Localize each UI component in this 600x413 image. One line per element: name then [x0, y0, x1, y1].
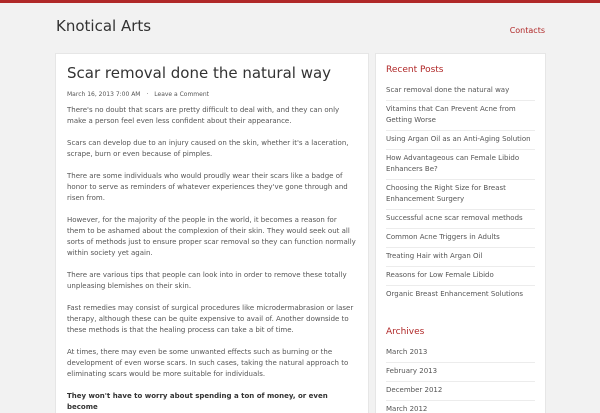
- post-paragraph: There's no doubt that scars are pretty difficult to deal with, and they can only make a person feel even less confident about their appearance.: [67, 106, 340, 125]
- main-content: [55, 53, 369, 413]
- recent-post-link[interactable]: Choosing the Right Size for Breast Enhancement Surgery: [386, 180, 535, 210]
- leave-comment-link[interactable]: Leave a Comment: [154, 91, 210, 98]
- post-paragraph: They won't have to worry about spending a ton of money, or even become: [67, 392, 328, 411]
- archive-link[interactable]: February 2013: [386, 363, 535, 382]
- recent-post-link[interactable]: How Advantageous can Female Libido Enhancers Be?: [386, 150, 535, 180]
- meta-separator: ·: [146, 91, 149, 98]
- post-paragraph: There are various tips that people can look into in order to remove these totally unpleasing blemishes on their skin.: [67, 271, 347, 290]
- recent-posts-list: [386, 82, 535, 304]
- post-meta: [67, 91, 357, 99]
- post-paragraph: There are some individuals who would proudly wear their scars like a badge of honor to serve as reminders of whatever experiences they've gone through and risen from.: [67, 172, 348, 202]
- post-body: [67, 105, 357, 413]
- recent-post-link[interactable]: Treating Hair with Argan Oil: [386, 248, 535, 267]
- recent-post-link[interactable]: Vitamins that Can Prevent Acne from Getting Worse: [386, 101, 535, 131]
- recent-post-link[interactable]: Using Argan Oil as an Anti-Aging Solution: [386, 131, 535, 150]
- post-paragraph: At times, there may even be some unwanted effects such as burning or the development of even worse scars. In such cases, taking the natural approach to eliminating scars would be more suitable for individuals.: [67, 348, 349, 378]
- sidebar: [375, 53, 546, 413]
- recent-post-link[interactable]: Reasons for Low Female Libido: [386, 267, 535, 286]
- post-title[interactable]: Scar removal done the natural way: [67, 64, 332, 82]
- archives-heading: Archives: [386, 327, 425, 337]
- recent-post-link[interactable]: Organic Breast Enhancement Solutions: [386, 290, 524, 298]
- recent-post-link[interactable]: Successful acne scar removal methods: [386, 210, 535, 229]
- archive-link[interactable]: March 2012: [386, 405, 428, 413]
- post-paragraph: Scars can develop due to an injury caused on the skin, whether it's a laceration, scrape, burn or even because of pimples.: [67, 139, 349, 158]
- post-date[interactable]: March 16, 2013 7:00 AM: [67, 91, 141, 98]
- recent-posts-heading: Recent Posts: [386, 65, 444, 75]
- archives-list: [386, 344, 535, 413]
- recent-post-link[interactable]: Scar removal done the natural way: [386, 82, 535, 101]
- archive-link[interactable]: December 2012: [386, 382, 535, 401]
- recent-post-link[interactable]: Common Acne Triggers in Adults: [386, 229, 535, 248]
- archive-link[interactable]: March 2013: [386, 344, 535, 363]
- site-title[interactable]: Knotical Arts: [56, 17, 152, 35]
- post-paragraph: However, for the majority of the people in the world, it becomes a reason for them to be ashamed about the complexion of their skin. They would seek out all sorts of methods just to ensure proper scar removal so they can function normally within society yet again.: [67, 216, 356, 257]
- post-paragraph: Fast remedies may consist of surgical procedures like microdermabrasion or laser therapy, although these can be quite expensive to avail of. Another downside to these methods is that the healing process can take a bit of time.: [67, 304, 354, 334]
- nav-link-contacts[interactable]: Contacts: [509, 26, 545, 35]
- site-header: [0, 3, 600, 49]
